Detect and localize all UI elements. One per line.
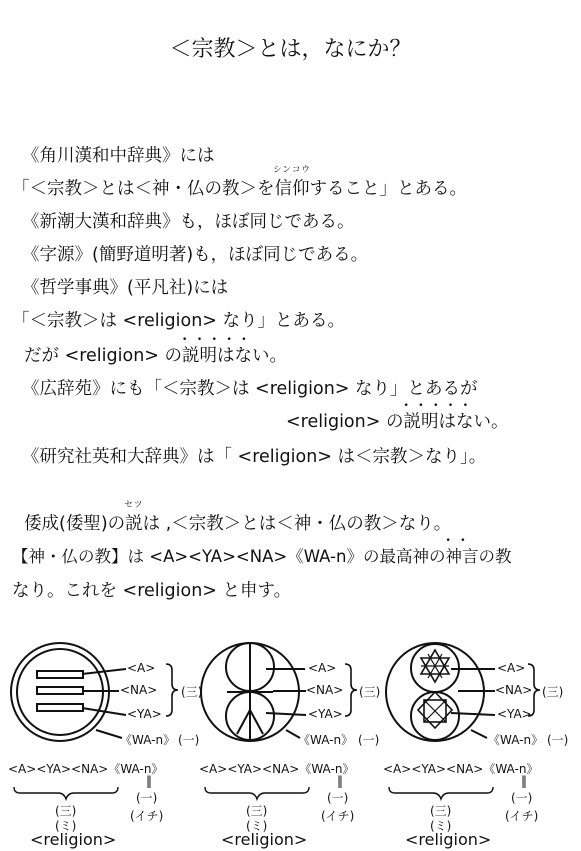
- text-line-3: 《新潮大漢和辞典》も，ほぼ同じである。: [22, 212, 355, 232]
- mi-reading: (ミ): [430, 819, 452, 833]
- label-three: (三): [181, 685, 203, 699]
- mi-reading: (ミ): [246, 819, 268, 833]
- text-line-7: だが <religion> の ••••• 説明はない。: [24, 335, 288, 366]
- label-na: <NA>: [120, 683, 158, 697]
- religion-label: <religion>: [30, 830, 117, 849]
- label-na: <NA>: [306, 683, 344, 697]
- formula: <A><YA><NA>《WA-n》: [199, 762, 355, 776]
- label-wan: 《WA-n》: [298, 733, 354, 747]
- text-line-10: 《研究社英和大辞典》は「 <religion> は＜宗教＞なり」。: [22, 447, 487, 467]
- text-line-8: 《広辞苑》にも「＜宗教＞は <religion> なり」とあるが: [22, 379, 478, 399]
- bar-ya: [37, 704, 83, 711]
- label-one: (一): [547, 733, 569, 747]
- text-line-1: 《角川漢和中辞典》には: [22, 146, 215, 166]
- ichi-reading: (イチ): [130, 809, 164, 823]
- ruby-shinkou: シンコウ 信仰: [273, 165, 311, 199]
- label-a: <A>: [497, 661, 526, 675]
- equals-sign: ‖: [521, 774, 527, 788]
- dotted-emphasis: •• 神言: [445, 536, 479, 566]
- text-line-2: 「＜宗教＞とは＜神・仏の教＞を シンコウ 信仰すること」とある。: [12, 165, 467, 199]
- text-line-13: なり。これを <religion> と申す。: [12, 581, 292, 601]
- formula: <A><YA><NA>《WA-n》: [383, 762, 539, 776]
- ichi-one: (一): [327, 791, 349, 805]
- ruby-setsu: セツ 説: [124, 500, 144, 534]
- label-a: <A>: [127, 661, 156, 675]
- text-line-6: 「＜宗教＞は <religion> なり」とある。: [12, 311, 346, 331]
- mi-three: (三): [246, 804, 268, 818]
- label-wan: 《WA-n》: [488, 733, 544, 747]
- text-line-4: 《字源》(簡野道明著)も，ほぼ同じである。: [22, 245, 369, 265]
- label-wan: 《WA-n》: [120, 733, 176, 747]
- text-line-12: 【神・仏の教】は <A><YA><NA>《WA-n》の最高神の •• 神言の教: [12, 536, 512, 566]
- ichi-reading: (イチ): [321, 809, 355, 823]
- mi-reading: (ミ): [55, 819, 77, 833]
- bar-na: [37, 687, 83, 694]
- ichi-one: (一): [511, 791, 533, 805]
- equals-sign: ‖: [146, 774, 152, 788]
- label-a: <A>: [308, 661, 337, 675]
- religion-label: <religion>: [405, 830, 492, 849]
- religion-diagram: [0, 642, 581, 851]
- label-ya: <YA>: [127, 707, 162, 721]
- text-line-11: 倭成(倭聖)の セツ 説は ,＜宗教＞とは＜神・仏の教＞なり。: [24, 500, 452, 534]
- label-ya: <YA>: [497, 707, 532, 721]
- label-ya: <YA>: [308, 707, 343, 721]
- label-na: <NA>: [495, 683, 533, 697]
- label-one: (一): [358, 733, 380, 747]
- ichi-one: (一): [136, 791, 158, 805]
- mi-three: (三): [430, 804, 452, 818]
- dotted-emphasis: ••••• 説明はない: [182, 335, 270, 366]
- equals-sign: ‖: [337, 774, 343, 788]
- formula: <A><YA><NA>《WA-n》: [8, 762, 164, 776]
- ichi-reading: (イチ): [505, 809, 539, 823]
- label-three: (三): [542, 685, 564, 699]
- religion-label: <religion>: [221, 830, 308, 849]
- text-line-9: <religion> の ••••• 説明はない。: [286, 401, 509, 432]
- text-line-5: 《哲学事典》(平凡社)には: [22, 278, 229, 298]
- bar-a: [37, 671, 83, 678]
- label-three: (三): [359, 685, 381, 699]
- dotted-emphasis: ••••• 説明はない: [403, 401, 491, 432]
- label-one: (一): [178, 733, 200, 747]
- page-title: ＜宗教＞とは，なにか？: [169, 37, 412, 62]
- mi-three: (三): [55, 804, 77, 818]
